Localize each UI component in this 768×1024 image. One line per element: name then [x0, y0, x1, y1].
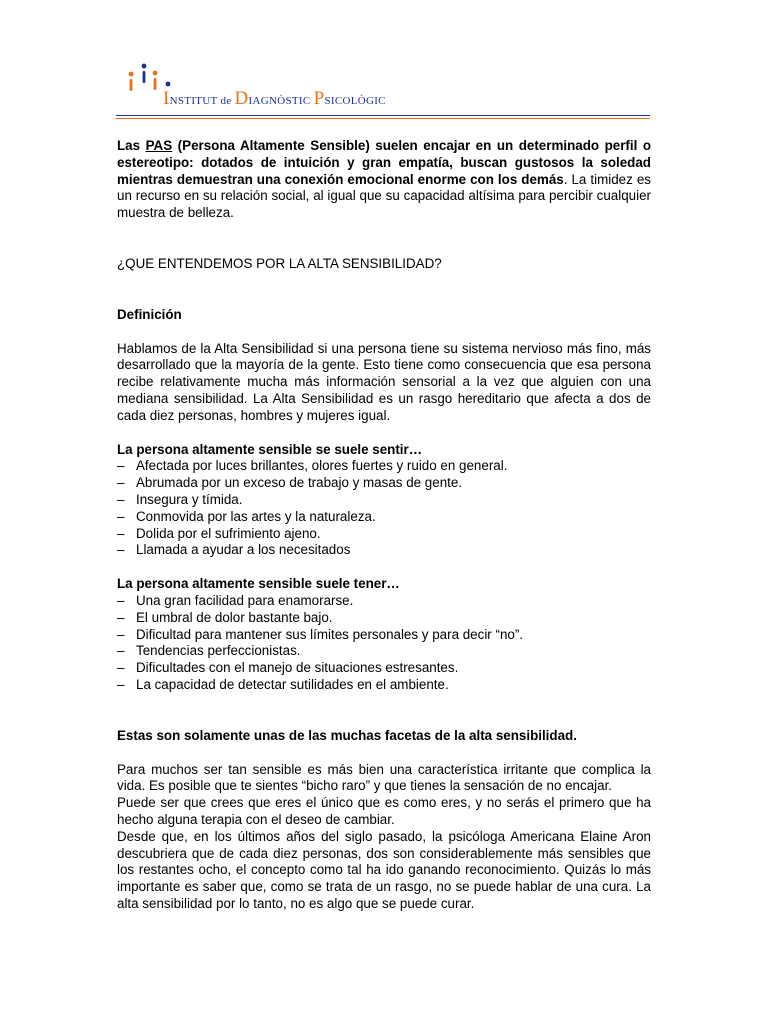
closing-paragraph-3: Desde que, en los últimos años del siglo pasado, la psicóloga Americana Elaine Aron descubriera que de cada diez personas, dos son considerablemente más sensibles que los restantes ocho, el concepto como tal ha ido ganando reconocimiento. Quizás lo más importante es saber que, como se trata de un rasgo, no se puede hablar de una cura. La alta sensibilidad por lo tanto, no es algo que se puede curar.: [117, 828, 651, 911]
list-item: – El umbral de dolor bastante bajo.: [117, 610, 651, 627]
closing-paragraph-2: Puede ser que crees que eres el único que es como eres, y no serás el primero que ha hecho alguna terapia con el deseo de cambiar.: [117, 795, 651, 827]
document-body: [117, 138, 651, 913]
has-list: [117, 593, 651, 694]
list-item: – Dolida por el sufrimiento ajeno.: [117, 526, 651, 543]
list-item: – Dificultades con el manejo de situaciones estresantes.: [117, 660, 651, 677]
intro-paragraph: Las PAS (Persona Altamente Sensible) suelen encajar en un determinado perfil o estereotipo: dotados de intuición y gran empatía, buscan gustosos la soledad mientras demuestran una conexión emocional enorme con los demás. La timidez es un recurso en su relación social, al igual que su capacidad altísima para percibir cualquier muestra de belleza.: [117, 138, 652, 221]
list-item: – Tendencias perfeccionistas.: [117, 643, 651, 660]
feels-heading: La persona altamente sensible se suele sentir…: [117, 441, 423, 457]
institute-name: INSTITUT de DIAGNÒSTIC PSICOLÒGIC: [163, 88, 386, 109]
list-item: – Insegura y tímida.: [117, 492, 651, 509]
section-question: ¿QUE ENTENDEMOS POR LA ALTA SENSIBILIDAD?: [117, 255, 442, 271]
list-item: – Llamada a ayudar a los necesitados: [117, 542, 651, 559]
header-rule-blue: [116, 115, 650, 116]
header-rule-orange: [116, 118, 650, 119]
list-item: – Conmovida por las artes y la naturaleza.: [117, 509, 651, 526]
has-heading: La persona altamente sensible suele tener…: [117, 576, 400, 592]
list-item: – Una gran facilidad para enamorarse.: [117, 593, 651, 610]
list-item: – La capacidad de detectar sutilidades en el ambiente.: [117, 677, 651, 694]
closing-paragraph-1: Para muchos ser tan sensible es más bien una característica irritante que complica la vida. Es posible que te sientes “bicho raro” y que tienes la sensación de no encajar.: [117, 761, 651, 794]
list-item: – Dificultad para mantener sus límites personales y para decir “no”.: [117, 627, 651, 644]
definition-paragraph: Hablamos de la Alta Sensibilidad si una persona tiene su sistema nervioso más fino, más desarrollado que la mayoría de la gente. Esto tiene como consecuencia que esa persona recibe relativamente mucha más información sensorial a la vez que alguien con una mediana sensibilidad. La Alta Sensibilidad es un rasgo hereditario que afecta a dos de cada diez personas, hombres y mujeres igual.: [117, 340, 651, 423]
facets-heading: Estas son solamente unas de las muchas facetas de la alta sensibilidad.: [117, 727, 577, 743]
definition-heading: Definición: [117, 306, 182, 322]
list-item: – Abrumada por un exceso de trabajo y masas de gente.: [117, 475, 651, 492]
list-item: – Afectada por luces brillantes, olores fuertes y ruido en general.: [117, 458, 651, 475]
feels-list: [117, 458, 651, 559]
